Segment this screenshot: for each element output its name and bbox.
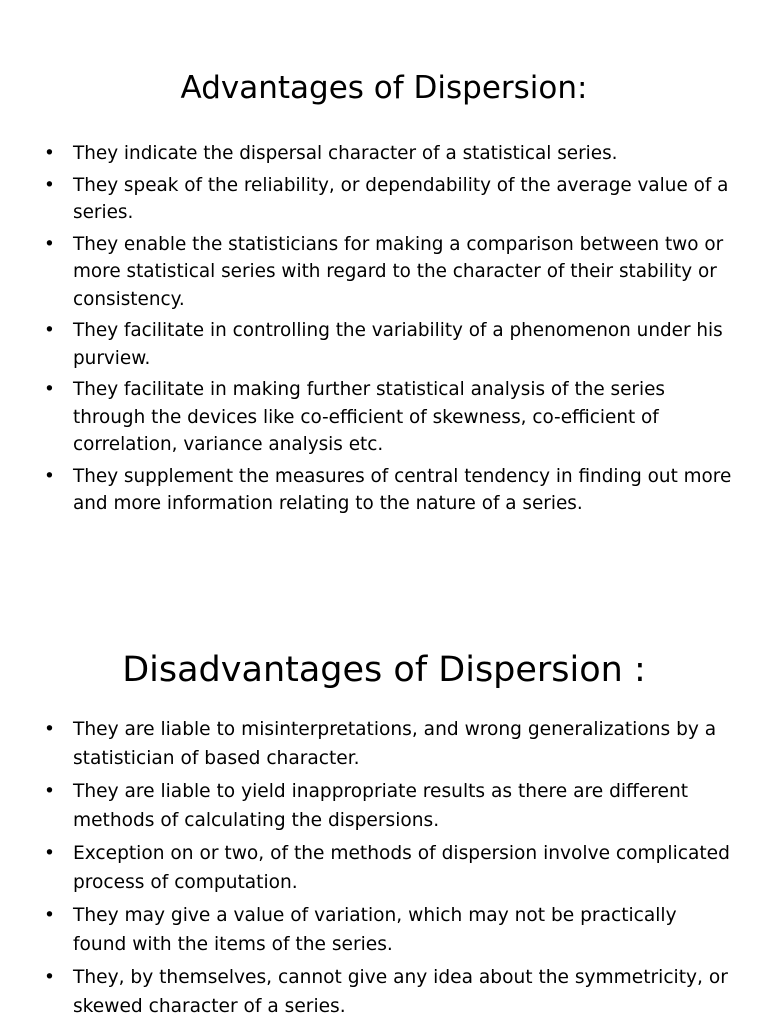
advantages-item [44, 172, 734, 227]
advantages-item-text: They supplement the measures of central tendency in finding out more and more information relating to the nature of a series. [73, 465, 732, 514]
bullet-icon: • [44, 379, 55, 400]
bullet-icon: • [44, 781, 55, 802]
bullet-icon: • [44, 233, 55, 255]
bullet-icon: • [44, 143, 55, 164]
advantages-item-text: They enable the statisticians for making a comparison between two or more statistical series with regard to the character of their stability or consistency. [73, 233, 724, 310]
bullet-icon: • [44, 320, 55, 341]
bullet-icon: • [44, 843, 55, 864]
disadvantages-item [44, 778, 734, 835]
advantages-item-text: They facilitate in controlling the variability of a phenomenon under his purview. [73, 320, 723, 369]
disadvantages-item-text: They are liable to misinterpretations, and wrong generalizations by a statistician of based character. [73, 719, 717, 769]
disadvantages-item-text: Exception on or two, of the methods of dispersion involve complicated process of computation. [73, 843, 730, 893]
advantages-item-text: They facilitate in making further statistical analysis of the series through the devices like co-efficient of skewness, co-efficient of correlation, variance analysis etc. [73, 379, 665, 455]
advantages-title: Advantages of Dispersion: [180, 70, 588, 106]
advantages-list [44, 140, 734, 522]
advantages-item [44, 376, 734, 459]
bullet-icon: • [44, 174, 55, 196]
advantages-item [44, 231, 734, 314]
disadvantages-list [44, 716, 734, 1026]
disadvantages-title: Disadvantages of Dispersion : [122, 650, 646, 690]
disadvantages-item [44, 902, 734, 959]
disadvantages-item [44, 716, 734, 773]
advantages-item-text: They speak of the reliability, or dependability of the average value of a series. [73, 174, 729, 223]
advantages-item [44, 463, 734, 518]
disadvantages-slide [0, 620, 768, 1024]
advantages-item [44, 140, 734, 168]
disadvantages-item-text: They, by themselves, cannot give any idea about the symmetricity, or skewed character of a series. [73, 967, 728, 1017]
advantages-item [44, 317, 734, 372]
disadvantages-item [44, 840, 734, 897]
bullet-icon: • [44, 905, 55, 926]
disadvantages-item-text: They are liable to yield inappropriate results as there are different methods of calculating the dispersions. [73, 781, 689, 831]
bullet-icon: • [44, 465, 55, 487]
disadvantages-item-text: They may give a value of variation, which may not be practically found with the items of the series. [73, 905, 677, 955]
advantages-item-text: They indicate the dispersal character of a statistical series. [73, 143, 618, 164]
disadvantages-item [44, 964, 734, 1021]
bullet-icon: • [44, 719, 55, 740]
bullet-icon: • [44, 967, 55, 988]
